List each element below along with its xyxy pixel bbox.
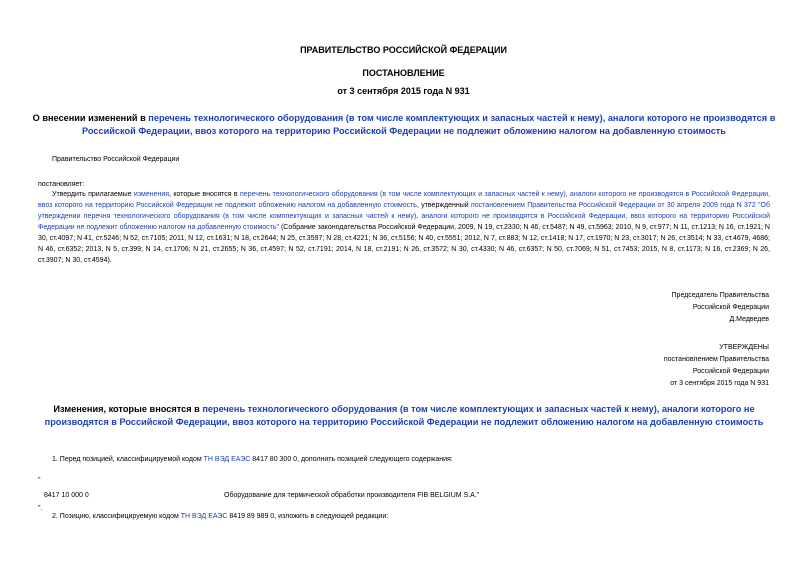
tnved-link-1[interactable]: ТН ВЭД ЕАЭС (203, 456, 251, 463)
tnved-link-2[interactable]: ТН ВЭД ЕАЭС (180, 513, 228, 520)
decides-label: постановляет: (38, 181, 85, 188)
gov-name: Правительство Российской Федерации (52, 156, 180, 163)
document-type: ПОСТАНОВЛЕНИЕ (362, 68, 445, 78)
quote-close: ". (38, 505, 43, 512)
approved-label: УТВЕРЖДЕНЫ (719, 344, 769, 351)
item-equipment: Оборудование для термической обработки производителя FIB BELGIUM S.A." (224, 492, 480, 499)
signature-position: Председатель Правительства (671, 292, 769, 299)
title-link[interactable]: перечень технологического оборудования (в том числе комплектующих и запасных частей к нему), аналоги которого не производятся в Российской Федерации, ввоз которого на территорию Российской Федерации не подлежит обложению налогом на добавленную стоимость (82, 113, 776, 136)
resolution-link[interactable]: постановлением Правительства Российской Федерации от 30 апреля 2009 года N 372 "Об утверждении перечня технологического оборудования (в том числе комплектующих и запасных частей к нему), аналоги которого не производятся в Российской Федерации, ввоз которого на территорию Российской Федерации не подлежит обложению налогом на добавленную стоимость" (38, 202, 770, 231)
list-link[interactable]: перечень технологического оборудования (в том числе комплектующих и запасных частей к нему), аналоги которого не производятся в Российской Федерации, ввоз которого на территорию Российской Федерации не подлежит обложению налогом на добавленную стоимость (38, 191, 771, 209)
signature-position-2: Российской Федерации (692, 304, 769, 311)
changes-title-link[interactable]: перечень технологического оборудования (в том числе комплектующих и запасных частей к нему), аналоги которого не производятся в Российской Федерации, ввоз которого на территорию Российской Федерации не подлежит обложению налогом на добавленную стоимость (44, 404, 764, 427)
changes-title: Изменения, которые вносятся в перечень технологического оборудования (в том числе комплектующих и запасных частей к нему), аналоги которого не производятся в Российской Федерации, ввоз которого на территорию Российской Федерации не подлежит обложению налогом на добавленную стоимость (44, 404, 764, 427)
government-header: ПРАВИТЕЛЬСТВО РОССИЙСКОЙ ФЕДЕРАЦИИ (300, 45, 507, 55)
document-title (28, 112, 780, 138)
approved-date: от 3 сентября 2015 года N 931 (670, 380, 769, 387)
item-1: 1. Перед позицией, классифицируемой кодом ТН ВЭД ЕАЭС 8417 80 300 0, дополнить позицией следующего содержания: (52, 456, 453, 463)
title-text: О внесении изменений в (32, 113, 149, 123)
item-code: 8417 10 000 0 (44, 492, 89, 499)
signature-name: Д.Медведев (729, 316, 769, 323)
item-2: 2. Позицию, классифицируемую кодом ТН ВЭД ЕАЭС 8419 89 989 0, изложить в следующей редакции: (52, 513, 389, 520)
quote-open: " (38, 477, 41, 484)
signature-block (672, 290, 769, 326)
approval-block: УТВЕРЖДЕНЫ постановлением Правительства Российской Федерации от 3 сентября 2015 года N 931 (664, 342, 769, 390)
changes-link[interactable]: изменения (133, 191, 170, 198)
document-date: от 3 сентября 2015 года N 931 (337, 86, 470, 96)
decree-paragraph: Утвердить прилагаемые изменения, которые вносятся в перечень технологического оборудования (в том числе комплектующих и запасных частей к нему), аналоги которого не производятся в Российской Федерации, ввоз которого на территорию Российской Федерации не подлежит обложению налогом на добавленную стоимость, утвержденный постановлением Правительства Российской Федерации от 30 апреля 2009 года N 372 "Об утверждении перечня технологического оборудования (в том числе комплектующих и запасных частей к нему), аналоги которого не производятся в Российской Федерации, ввоз которого на территорию Российской Федерации не подлежит обложению налогом на добавленную стоимость" (Собрание законодательства Российской Федерации, 2009, N 19, ст.2330; N 46, ст.5487; N 49, ст.5963; 2010, N 9, ст.977; N 11, ст.1213; N 16, ст.1921; N 30, ст.4097; N 41, ст.5246; N 52, ст.7105; 2011, N 12, ст.1631; N 18, ст.2644; N 25, ст.3597; N 28, ст.4221; N 36, ст.5156; N 40, ст.5551; 2012, N 7, ст.883; N 12, ст.1418; N 17, ст.1970; N 23, ст.3017; N 26, ст.3514; N 33, ст.4679, 4686; N 46, ст.6352; 2013, N 5, ст.399; N 14, ст.1706; N 21, ст.2655; N 36, ст.4597; N 52, ст.7191; 2014, N 18, ст.2191; N 26, ст.3572; N 30, ст.4330; N 46, ст.6357; N 50, ст.7069; N 51, ст.7453; 2015, N 8, ст.1173; N 16, ст.2369; N 26, ст.3907; N 30, ст.4594). (38, 191, 771, 264)
